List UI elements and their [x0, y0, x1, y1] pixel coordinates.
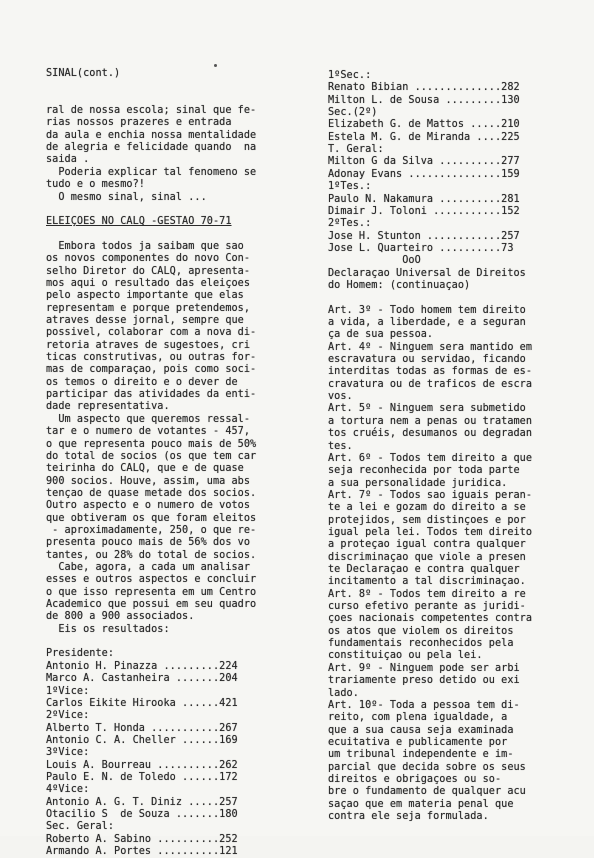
text-line: çoes nacionais competentes contra	[328, 613, 533, 625]
text-line: te Declaraçao e contra qualquer	[328, 564, 520, 575]
text-line: os temos o direito e o dever de	[46, 376, 238, 388]
text-line: Art. 3º - Todo homem tem direito	[328, 304, 526, 316]
text-line: Elizabeth G. de Mattos .....210	[328, 119, 520, 131]
text-line: a vida, a liberdade, e a seguran	[328, 317, 526, 328]
text-line: Art. 7º - Todos sao iguais peran-	[328, 489, 533, 501]
text-line: a proteçao igual contra qualquer	[328, 539, 526, 551]
text-line: lado.	[328, 687, 359, 699]
text-line: a sua personalidade juridica.	[328, 477, 508, 489]
text-line: escravatura ou servidao, ficando	[328, 354, 526, 366]
text-line: os novos componentes do novo Con-	[46, 253, 251, 265]
text-line: Adonay Evans ...............159	[328, 168, 520, 180]
text-line: esses e outros aspectos e concluir	[46, 574, 257, 586]
text-line: Paulo E. N. de Toledo ......172	[46, 771, 238, 783]
text-line: participar das atividades da enti-	[46, 389, 257, 401]
text-line: fundamentais reconhecidos pela	[328, 638, 514, 650]
text-line: incitamento a tal discriminaçao.	[328, 576, 526, 588]
text-line: dade representativa.	[46, 401, 170, 413]
text-line: saida .	[46, 154, 90, 166]
text-line: pelo aspecto importante que elas	[46, 290, 244, 302]
text-line: tes.	[328, 440, 353, 452]
text-line: de 800 a 900 associados.	[46, 611, 195, 623]
text-line: Presidente:	[46, 648, 115, 660]
text-line: mos aqui o resultado das eleiçoes	[46, 277, 251, 289]
text-line: vos.	[328, 391, 353, 403]
text-line: o que representa pouco mais de 50%	[46, 438, 257, 450]
text-line: 2ºVice:	[46, 710, 90, 722]
text-line: Otacilio S de Souza .......180	[46, 809, 238, 820]
text-line: seja reconhecida por toda parte	[328, 465, 520, 477]
text-line: protejidos, sem distinçoes e por	[328, 514, 526, 526]
text-line: ral de nossa escola; sinal que fe-	[46, 105, 257, 117]
text-line: do Homem: (continuaçao)	[328, 279, 471, 291]
text-line: Antonio C. A. Cheller ......169	[46, 734, 238, 746]
text-line: Declaraçao Universal de Direitos	[328, 267, 526, 279]
text-line: bre o fundamento de qualquer acu	[328, 786, 526, 798]
text-line: ça de sua pessoa.	[328, 329, 434, 341]
text-line: representam e porque pretendemos,	[46, 302, 251, 314]
text-line: Estela M. G. de Miranda ....225	[328, 131, 520, 143]
text-line: Alberto T. Honda ...........267	[46, 722, 238, 734]
ink-speck	[214, 64, 217, 67]
text-line: Poderia explicar tal fenomeno se	[46, 166, 257, 178]
text-line: direitos e obrigaçoes ou so-	[328, 773, 502, 785]
text-line: Jose H. Stunton ............257	[328, 230, 520, 242]
text-line: os atos que violem os direitos	[328, 625, 514, 637]
text-line: Dimair J. Toloni ...........152	[328, 205, 520, 217]
text-line: 3ºVice:	[46, 747, 90, 759]
text-line: Art. 8º - Todos tem direito a re	[328, 588, 526, 600]
text-line: Outro aspecto e o numero de votos	[46, 500, 251, 512]
text-line: Renato Bibian ..............282	[328, 82, 520, 94]
text-line: discriminaçao que viole a presen	[328, 551, 526, 563]
text-line: 1ºSec.:	[328, 70, 372, 81]
text-line: 900 socios. Houve, assim, uma abs	[46, 475, 251, 487]
text-line: teirinha do CALQ, que e de quase	[46, 463, 244, 475]
text-line: Carlos Eikite Hirooka ......421	[46, 697, 238, 709]
text-line: tudo e o mesmo?!	[46, 179, 145, 191]
text-line: tar e o numero de votantes - 457,	[46, 426, 251, 438]
text-line: Roberto A. Sabino ..........252	[46, 833, 238, 845]
text-line: T. Geral:	[328, 144, 384, 156]
text-line: contra ele seja formulada.	[328, 811, 489, 822]
text-line: parcial que decida sobre os seus	[328, 761, 526, 773]
text-line: te a lei e gozam do direito a se	[328, 502, 526, 514]
text-line: Antonio A. G. T. Diniz .....257	[46, 796, 238, 808]
text-line: selho Diretor do CALQ, apresenta-	[46, 265, 251, 277]
text-line: Embora todos ja saibam que sao	[46, 240, 244, 252]
text-line: O mesmo sinal, sinal ...	[46, 191, 207, 203]
text-line: que a sua causa seja examinada	[328, 724, 514, 736]
text-line: ELEIÇOES NO CALQ -GESTAO 70-71	[46, 216, 232, 228]
text-line: retoria atraves de sugestoes, cri	[46, 339, 251, 351]
text-line: a tortura nem a penas ou tratamen	[328, 415, 533, 427]
text-line: ecuitativa e publicamente por	[328, 736, 508, 748]
text-line: mas de comparaçao, pois como soci-	[46, 364, 257, 376]
text-line: de alegria e felicidade quando na	[46, 142, 257, 154]
text-line: Sec.(2º)	[328, 107, 378, 119]
text-line: Jose L. Quarteiro ..........73	[328, 242, 514, 254]
text-line: da aula e enchia nossa mentalidade	[46, 129, 257, 141]
text-line: curso efetivo perante as juridi-	[328, 601, 526, 613]
text-line: Marco A. Castanheira .......204	[46, 673, 238, 685]
text-line: igual pela lei. Todos tem direito	[328, 526, 533, 538]
text-line: interditas todas as formas de es-	[328, 366, 533, 378]
text-line: Art. 10º- Toda a pessoa tem di-	[328, 699, 520, 711]
text-line: Academico que possui em seu quadro	[46, 599, 257, 611]
text-line: Cabe, agora, a cada um analisar	[46, 562, 251, 573]
text-line: Art. 5º - Ninguem sera submetido	[328, 403, 526, 415]
text-line: Milton G da Silva ..........277	[328, 156, 520, 168]
text-line: 4ºVice:	[46, 784, 90, 796]
text-line: Milton L. de Sousa .........130	[328, 94, 520, 106]
text-line: 1ºTes.:	[328, 181, 372, 193]
text-line: atraves desse jornal, sempre que	[46, 315, 244, 326]
text-line: ticas construtivas, ou outras for-	[46, 352, 257, 364]
text-line: Um aspecto que queremos ressal-	[46, 413, 251, 425]
text-line: Armando A. Portes ..........121	[46, 846, 238, 858]
text-line: tos cruéis, desumanos ou degradan	[328, 428, 533, 440]
text-line: constituiçao ou pela lei.	[328, 650, 483, 662]
text-line: o que isso representa em um Centro	[46, 586, 257, 598]
text-line: trariamente preso detido ou exi	[328, 675, 520, 687]
text-line: Antonio H. Pinazza .........224	[46, 660, 238, 672]
text-line: possivel, colaborar com a nova di-	[46, 327, 257, 339]
text-line: do total de socios (os que tem car	[46, 450, 257, 462]
text-line: Art. 4º - Ninguem sera mantido em	[328, 341, 533, 353]
text-line: saçao que em materia penal que	[328, 798, 514, 810]
text-line: Art. 9º - Ninguem pode ser arbi	[328, 662, 520, 674]
text-line: presenta pouco mais de 56% dos vo	[46, 537, 251, 549]
text-line: 2ºTes.:	[328, 218, 372, 230]
text-line: tantes, ou 28% do total de socios.	[46, 549, 257, 561]
text-line: Eis os resultados:	[46, 623, 170, 635]
text-line: Louis A. Bourreau ..........262	[46, 759, 238, 771]
text-line: rias nossos prazeres e entrada	[46, 117, 232, 129]
text-line: que obtiveram os que foram eleitos	[46, 512, 257, 524]
text-line: Paulo N. Nakamura ..........281	[328, 193, 520, 205]
text-line: - aproximadamente, 250, o que re-	[46, 524, 257, 536]
text-line: Art. 6º - Todos tem direito a que	[328, 452, 533, 464]
text-line: reito, com plena igualdade, a	[328, 712, 508, 724]
text-line: tençao de quase metade dos socios.	[46, 487, 257, 499]
text-line: SINAL(cont.)	[46, 68, 121, 79]
text-line: Sec. Geral:	[46, 821, 115, 833]
text-line: OoO	[328, 255, 421, 267]
text-line: um tribunal independente e im-	[328, 749, 514, 761]
text-line: 1ºVice:	[46, 685, 90, 697]
text-line: cravatura ou de traficos de escra	[328, 378, 533, 390]
